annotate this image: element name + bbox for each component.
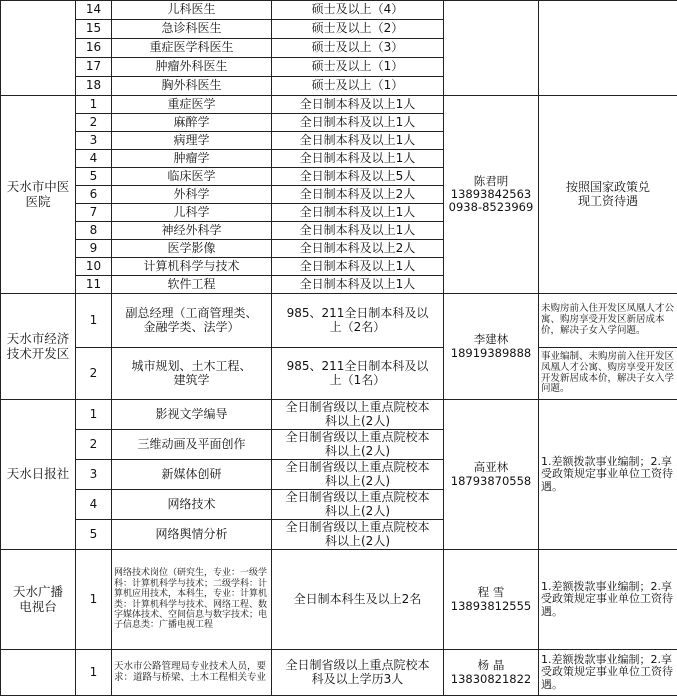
- row-number: 7: [76, 204, 112, 222]
- note-cell: 1.差额拨款事业编制；2.享受政策规定事业单位工资待遇。: [539, 400, 677, 550]
- requirement-cell: 全日制本科及以上1人: [272, 222, 444, 240]
- requirement-cell: 全日制本科及以上1人: [272, 276, 444, 294]
- note-cell: 事业编制、未购房前入住开发区凤凰人才公寓、购房享受开发区开发新居成本价，解决子女入学问题。: [539, 348, 677, 400]
- row-number: 3: [76, 460, 112, 490]
- unit-cell-blank: [1, 650, 76, 696]
- unit-name: 天水市经济技术开发区: [1, 294, 76, 400]
- contact-name: 陈君明: [446, 175, 536, 188]
- contact-name: 杨 晶: [446, 659, 536, 672]
- requirement-cell: 全日制省级以上重点院校本科以上(2人): [272, 430, 444, 460]
- contact-cell-blank: [444, 1, 539, 96]
- contact-phone: 13830821822: [446, 673, 536, 686]
- requirement-cell: 全日制本科及以上1人: [272, 204, 444, 222]
- major-cell: 网络技术: [112, 490, 272, 520]
- requirement-cell: 全日制本科生及以上2名: [272, 550, 444, 650]
- major-cell: 儿科学: [112, 204, 272, 222]
- row-number: 3: [76, 132, 112, 150]
- row-number: 17: [76, 58, 112, 77]
- major-cell: 重症医学: [112, 96, 272, 114]
- row-number: 18: [76, 77, 112, 96]
- contact-cell: [444, 294, 539, 400]
- row-number: 6: [76, 186, 112, 204]
- requirement-cell: 全日制本科及以上2人: [272, 240, 444, 258]
- row-number: 15: [76, 20, 112, 39]
- major-cell: 急诊科医生: [112, 20, 272, 39]
- major-cell: 胸外科医生: [112, 77, 272, 96]
- row-number: 11: [76, 276, 112, 294]
- requirement-cell: 全日制本科及以上1人: [272, 132, 444, 150]
- major-cell: 计算机科学与技术: [112, 258, 272, 276]
- unit-name: 天水日报社: [1, 400, 76, 550]
- requirement-cell: 硕士及以上（1）: [272, 58, 444, 77]
- row-number: 1: [76, 650, 112, 696]
- note-cell: 未购房前入住开发区凤凰人才公寓、购房享受开发区新居成本价，解决子女入学问题。: [539, 294, 677, 348]
- major-cell: 儿科医生: [112, 1, 272, 20]
- requirement-cell: 985、211全日制本科及以上（2名）: [272, 294, 444, 348]
- row-number: 16: [76, 39, 112, 58]
- major-cell: 肿瘤外科医生: [112, 58, 272, 77]
- major-cell: 城市规划、土木工程、建筑学: [112, 348, 272, 400]
- contact-phone: 18919389888: [446, 347, 536, 360]
- requirement-cell: 全日制本科及以上5人: [272, 168, 444, 186]
- row-number: 9: [76, 240, 112, 258]
- unit-name: 天水广播电视台: [1, 550, 76, 650]
- major-cell: 网络技术岗位（研究生，专业：一级学科：计算机科学与技术；二级学科：计算机应用技术，本科生，专业：计算机类：计算机科学与技术、网络工程、数字媒体技术、空间信息与数字技术；电子信息类：广播电视工程: [112, 550, 272, 650]
- row-number: 1: [76, 96, 112, 114]
- requirement-cell: 硕士及以上（2）: [272, 20, 444, 39]
- major-cell: 三维动画及平面创作: [112, 430, 272, 460]
- major-cell: 病理学: [112, 132, 272, 150]
- requirement-cell: 全日制本科及以上2人: [272, 186, 444, 204]
- contact-name: 李建林: [446, 333, 536, 346]
- requirement-cell: 全日制省级以上重点院校本科以上(2人): [272, 460, 444, 490]
- major-cell: 临床医学: [112, 168, 272, 186]
- row-number: 4: [76, 490, 112, 520]
- major-cell: 天水市公路管理局专业技术人员，要求：道路与桥梁、土木工程相关专业: [112, 650, 272, 696]
- requirement-cell: 全日制省级以上重点院校本科以上(2人): [272, 400, 444, 430]
- row-number: 5: [76, 168, 112, 186]
- major-cell: 影视文学编导: [112, 400, 272, 430]
- contact-cell: [444, 96, 539, 294]
- major-cell: 新媒体创研: [112, 460, 272, 490]
- row-number: 1: [76, 550, 112, 650]
- table-row: [1, 650, 677, 696]
- requirement-cell: 全日制省级以上重点院校本科以上(2人): [272, 520, 444, 550]
- note-cell: 1.差额拨款事业编制；2.享受政策规定事业单位工资待遇。: [539, 550, 677, 650]
- requirement-cell: 硕士及以上（1）: [272, 77, 444, 96]
- row-number: 10: [76, 258, 112, 276]
- major-cell: 重症医学科医生: [112, 39, 272, 58]
- major-cell: 副总经理（工商管理类、金融学类、法学）: [112, 294, 272, 348]
- requirement-cell: 硕士及以上（3）: [272, 39, 444, 58]
- row-number: 2: [76, 430, 112, 460]
- requirement-cell: 全日制本科及以上1人: [272, 114, 444, 132]
- row-number: 8: [76, 222, 112, 240]
- requirement-cell: 全日制省级以上重点院校本科以上(2人): [272, 490, 444, 520]
- requirement-cell: 全日制本科及以上1人: [272, 258, 444, 276]
- row-number: 14: [76, 1, 112, 20]
- table-row: [1, 348, 677, 400]
- note-cell: 按照国家政策兑现工资待遇: [539, 96, 677, 294]
- row-number: 1: [76, 294, 112, 348]
- contact-cell: [444, 650, 539, 696]
- major-cell: 麻醉学: [112, 114, 272, 132]
- contact-cell: [444, 550, 539, 650]
- table-row: [1, 550, 677, 650]
- note-cell-blank: [539, 1, 677, 96]
- major-cell: 外科学: [112, 186, 272, 204]
- row-number: 5: [76, 520, 112, 550]
- major-cell: 神经外科学: [112, 222, 272, 240]
- row-number: 2: [76, 348, 112, 400]
- table-row: [1, 96, 677, 114]
- contact-phone: 13893812555: [446, 600, 536, 613]
- note-cell: 1.差额拨款事业编制；2.享受政策规定事业单位工资待遇。: [539, 650, 677, 696]
- table-row: [1, 294, 677, 348]
- row-number: 1: [76, 400, 112, 430]
- contact-name: 高亚林: [446, 461, 536, 474]
- major-cell: 软件工程: [112, 276, 272, 294]
- unit-name: 天水市中医医院: [1, 96, 76, 294]
- major-cell: 网络舆情分析: [112, 520, 272, 550]
- row-number: 4: [76, 150, 112, 168]
- requirement-cell: 全日制本科及以上1人: [272, 150, 444, 168]
- requirement-cell: 985、211全日制本科及以上（1名）: [272, 348, 444, 400]
- contact-cell: [444, 400, 539, 550]
- major-cell: 肿瘤学: [112, 150, 272, 168]
- contact-name: 程 雪: [446, 586, 536, 599]
- requirement-cell: 全日制本科及以上1人: [272, 96, 444, 114]
- unit-cell-blank: [1, 1, 76, 96]
- table-row: [1, 400, 677, 430]
- row-number: 2: [76, 114, 112, 132]
- requirement-cell: 硕士及以上（4）: [272, 1, 444, 20]
- major-cell: 医学影像: [112, 240, 272, 258]
- contact-phone-landline: 0938-8523969: [446, 201, 536, 214]
- table-row: [1, 1, 677, 20]
- contact-phone: 18793870558: [446, 475, 536, 488]
- requirement-cell: 全日制省级以上重点院校本科及以上学历3人: [272, 650, 444, 696]
- contact-phone: 13893842563: [446, 188, 536, 201]
